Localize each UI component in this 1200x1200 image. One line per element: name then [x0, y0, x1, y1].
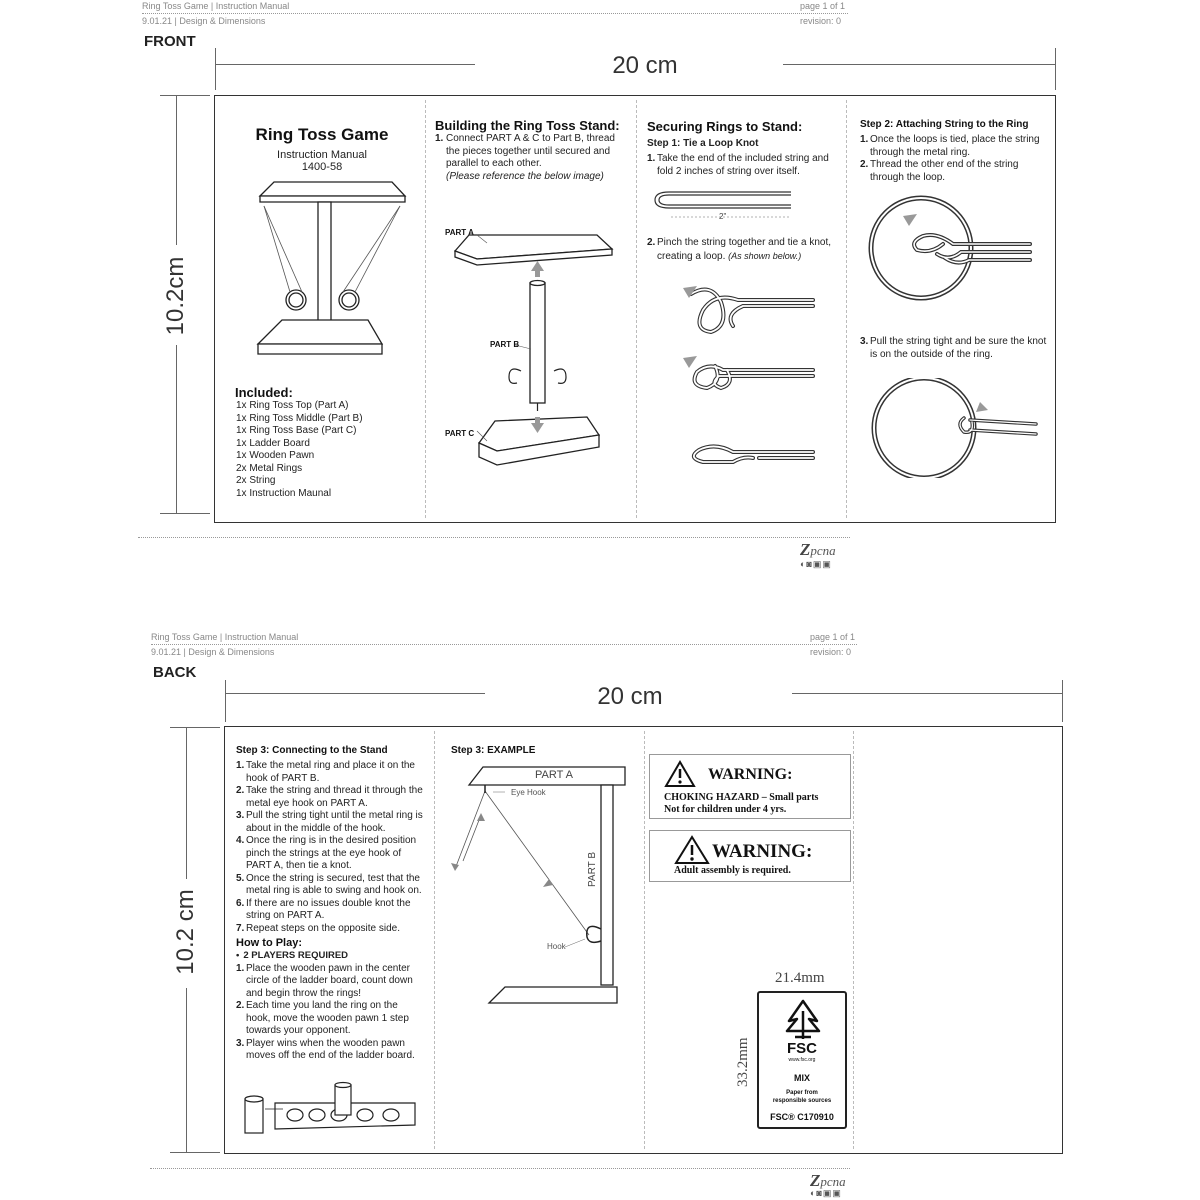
fsc-tree-icon [779, 997, 827, 1041]
step-number: 1. [236, 962, 245, 974]
attaching-step-3 [860, 336, 1050, 361]
choking-hazard-warning [649, 754, 851, 819]
step-number: 2. [860, 159, 869, 170]
fsc-paper-line: responsible sources [772, 1098, 832, 1104]
step-number: 4. [236, 835, 245, 846]
step-text: Each time you land the ring on the hook, move the wooden pawn 1 step towards your opponent. [246, 1000, 409, 1036]
loop-knot-step-1 [647, 153, 832, 178]
front-header-date: 9.01.21 | Design & Dimensions [142, 16, 266, 26]
example-part-a-label: PART A [535, 769, 573, 781]
back-width-line-right [792, 693, 1062, 694]
step-text: Pull the string tight until the metal ring is about in the middle of the hook. [246, 810, 423, 834]
back-side-label: BACK [153, 664, 197, 681]
attaching-steps [860, 134, 1050, 184]
front-footer-divider [138, 537, 850, 538]
back-width-tick-left [225, 680, 226, 722]
back-footer-divider [150, 1168, 850, 1169]
step-text: Pull the string tight and be sure the knot is on the outside of the ring. [870, 336, 1047, 360]
step-text: Once the loops is tied, place the string through the metal ring. [870, 134, 1040, 158]
step-number: 3. [860, 336, 869, 347]
measure-label: 2" [719, 212, 727, 221]
front-header-divider [142, 13, 848, 14]
back-height-tick-bottom [170, 1152, 220, 1153]
eye-hook-label: Eye Hook [511, 788, 546, 797]
step-text: If there are no issues double knot the string on PART A. [246, 897, 411, 921]
front-height-line-bottom [176, 345, 177, 513]
front-fold-line-1 [425, 100, 426, 518]
back-width-line-left [225, 693, 485, 694]
hook-label: Hook [547, 942, 566, 951]
front-height-dimension: 10.2cm [162, 256, 189, 336]
step-text: Take the metal ring and place it on the hook of PART B. [246, 760, 415, 784]
securing-rings-title: Securing Rings to Stand: [647, 119, 803, 134]
step-number: 3. [236, 1037, 245, 1049]
front-width-tick-left [215, 48, 216, 90]
connecting-steps: 1. Take the metal ring and place it on the hook of PART B. 2. Take the string and thread it through the metal eye hook on PART A. 3. Pull the string tight until the metal ring is about in the middle of the hook. 4. Once the ring is in the desired position pinch the strings at the eye hook of PART A, then tie a knot. 5. Once the string is secured, test that the metal ring is able to swing and hook on. 6. If there are no issues double knot the string on PART A. 7. Repeat steps on the opposite side. How to Play: • 2 PLAYERS REQUIRED 1. Place the wooden pawn in the center circle of the ladder board, count down and begin throw the rings! 2. Each time you land the ring on the hook, move the wooden pawn 1 step towards your opponent. 3. Player wins when the wooden pawn moves off the end of the ladder board. [236, 760, 423, 1061]
warning-triangle-icon [664, 760, 696, 788]
step-number: 2. [236, 1000, 245, 1011]
back-header-revision: revision: 0 [810, 647, 852, 657]
building-stand-title: Building the Ring Toss Stand: [435, 118, 620, 133]
manual-subtitle: Instruction Manual [277, 149, 367, 161]
step-text: Take the end of the included string and fold 2 inches of string over itself. [657, 153, 829, 177]
warning-title: WARNING: [708, 766, 793, 783]
back-width-tick-right [1062, 680, 1063, 722]
step-number: 7. [236, 922, 245, 934]
warning-line: Not for children under 4 yrs. [664, 804, 787, 815]
included-item: 1x Ring Toss Base (Part C) [236, 425, 357, 436]
fsc-url: www.fsc.org [788, 1057, 816, 1063]
warning-triangle-icon [674, 835, 710, 865]
front-certification-icons: ◐◙▣▣ [800, 559, 832, 569]
included-item: 1x Ladder Board [236, 437, 310, 449]
fsc-label [757, 991, 847, 1129]
step-note: (Please reference the below image) [446, 170, 604, 182]
front-panel [214, 95, 1056, 523]
step-number: 2. [647, 237, 656, 248]
product-code: 1400-58 [301, 161, 343, 173]
step-text: Take the string and thread it through the metal eye hook on PART A. [246, 785, 423, 809]
back-panel [224, 726, 1063, 1154]
back-height-tick-top [170, 727, 220, 728]
step-number: 1. [435, 133, 444, 144]
fsc-mix: MIX [793, 1073, 810, 1083]
step-number: 1. [860, 134, 869, 145]
included-list [236, 400, 363, 500]
part-a-label: PART A [445, 228, 474, 237]
string-through-ring-illustration [865, 192, 1035, 307]
part-b-label: PART B [490, 340, 520, 349]
warning-line: Adult assembly is required. [674, 865, 791, 876]
front-width-tick-right [1055, 48, 1056, 90]
back-height-dimension: 10.2 cm [172, 889, 199, 975]
front-header-page: page 1 of 1 [800, 1, 846, 11]
step-text: Connect PART A & C to Part B, thread the pieces together until secured and parallel to each other. [446, 133, 615, 169]
front-width-line-left [215, 64, 475, 65]
included-title: Included: [235, 385, 293, 400]
attaching-string-title: Step 2: Attaching String to the Ring [860, 119, 1029, 130]
front-header-title: Ring Toss Game | Instruction Manual [142, 1, 290, 11]
back-header-date: 9.01.21 | Design & Dimensions [151, 647, 275, 657]
included-item: 2x String [236, 475, 276, 486]
front-width-line-right [783, 64, 1055, 65]
step-text: Repeat steps on the opposite side. [246, 922, 400, 934]
product-title: Ring Toss Game [255, 125, 389, 144]
fsc-width-label: 21.4mm [775, 970, 825, 986]
back-height-line-top [186, 727, 187, 879]
building-step [435, 133, 625, 183]
connecting-stand-title: Step 3: Connecting to the Stand [236, 745, 388, 756]
front-height-tick-bottom [160, 513, 210, 514]
step-text: Thread the other end of the string through the loop. [870, 159, 1019, 183]
back-fold-line-3 [853, 731, 854, 1149]
step-note: (As shown below.) [728, 250, 802, 261]
fsc-code: FSC® C170910 [770, 1112, 834, 1122]
back-fold-line-1 [434, 731, 435, 1149]
knot-tying-illustration [663, 272, 823, 482]
players-required: 2 PLAYERS REQUIRED [243, 950, 349, 961]
step-text: Once the ring is in the desired position pinch the strings at the eye hook of PART A, then tie a knot. [246, 835, 417, 871]
back-certification-icons: ◐◙▣▣ [810, 1188, 842, 1198]
back-height-line-bottom [186, 988, 187, 1152]
adult-assembly-warning [649, 830, 851, 882]
front-width-dimension: 20 cm [612, 52, 678, 79]
example-part-b-label: PART B [587, 851, 598, 887]
front-pcna-logo: Zpcna [800, 540, 836, 559]
step-number: 5. [236, 872, 245, 884]
step-text: Player wins when the wooden pawn moves off the end of the ladder board. [246, 1037, 415, 1061]
back-header-title: Ring Toss Game | Instruction Manual [151, 632, 299, 642]
included-item: 1x Instruction Maunal [236, 487, 332, 499]
included-item: 1x Ring Toss Top (Part A) [236, 400, 349, 411]
logo-text: pcna [810, 543, 836, 558]
ladder-board-illustration [243, 1079, 418, 1139]
step-number: 3. [236, 810, 245, 821]
fsc-name: FSC [787, 1040, 817, 1057]
front-side-label: FRONT [144, 33, 196, 50]
step-text: Pinch the string together and tie a knot, creating a loop. [657, 237, 831, 262]
fsc-height-label: 33.2mm [735, 1037, 751, 1087]
front-height-tick-top [160, 95, 210, 96]
back-pcna-logo: Zpcna [810, 1171, 846, 1190]
step-text: Once the string is secured, test that the metal ring is able to swing and hook on. [246, 872, 422, 896]
step-number: 1. [647, 153, 656, 164]
how-to-play-title: How to Play: [236, 937, 303, 949]
assembled-stand-illustration [240, 174, 410, 379]
back-header-page: page 1 of 1 [810, 632, 856, 642]
loop-knot-subtitle: Step 1: Tie a Loop Knot [647, 138, 759, 149]
back-header-divider [151, 644, 857, 645]
front-fold-line-3 [846, 100, 847, 518]
step-text: Place the wooden pawn in the center circle of the ladder board, count down and begin throw the rings! [246, 962, 413, 999]
step-number: 6. [236, 897, 245, 909]
fsc-paper-line: Paper from [786, 1090, 818, 1096]
hook-example-illustration [445, 759, 640, 1019]
step-number: 2. [236, 785, 245, 796]
front-fold-line-2 [636, 100, 637, 518]
included-item: 1x Ring Toss Middle (Part B) [236, 412, 363, 424]
part-c-label: PART C [445, 429, 475, 438]
tightened-knot-illustration [860, 378, 1045, 478]
warning-title: WARNING: [712, 841, 813, 862]
loop-knot-step-2 [647, 237, 837, 263]
example-title: Step 3: EXAMPLE [451, 745, 536, 756]
step-number: 1. [236, 760, 245, 771]
warning-line: CHOKING HAZARD – Small parts [664, 792, 819, 803]
logo-text: pcna [820, 1174, 846, 1189]
front-header-revision: revision: 0 [800, 16, 842, 26]
back-fold-line-2 [644, 731, 645, 1149]
front-height-line-top [176, 95, 177, 245]
back-width-dimension: 20 cm [597, 683, 663, 710]
included-item: 2x Metal Rings [236, 462, 303, 474]
included-item: 1x Wooden Pawn [236, 450, 315, 461]
